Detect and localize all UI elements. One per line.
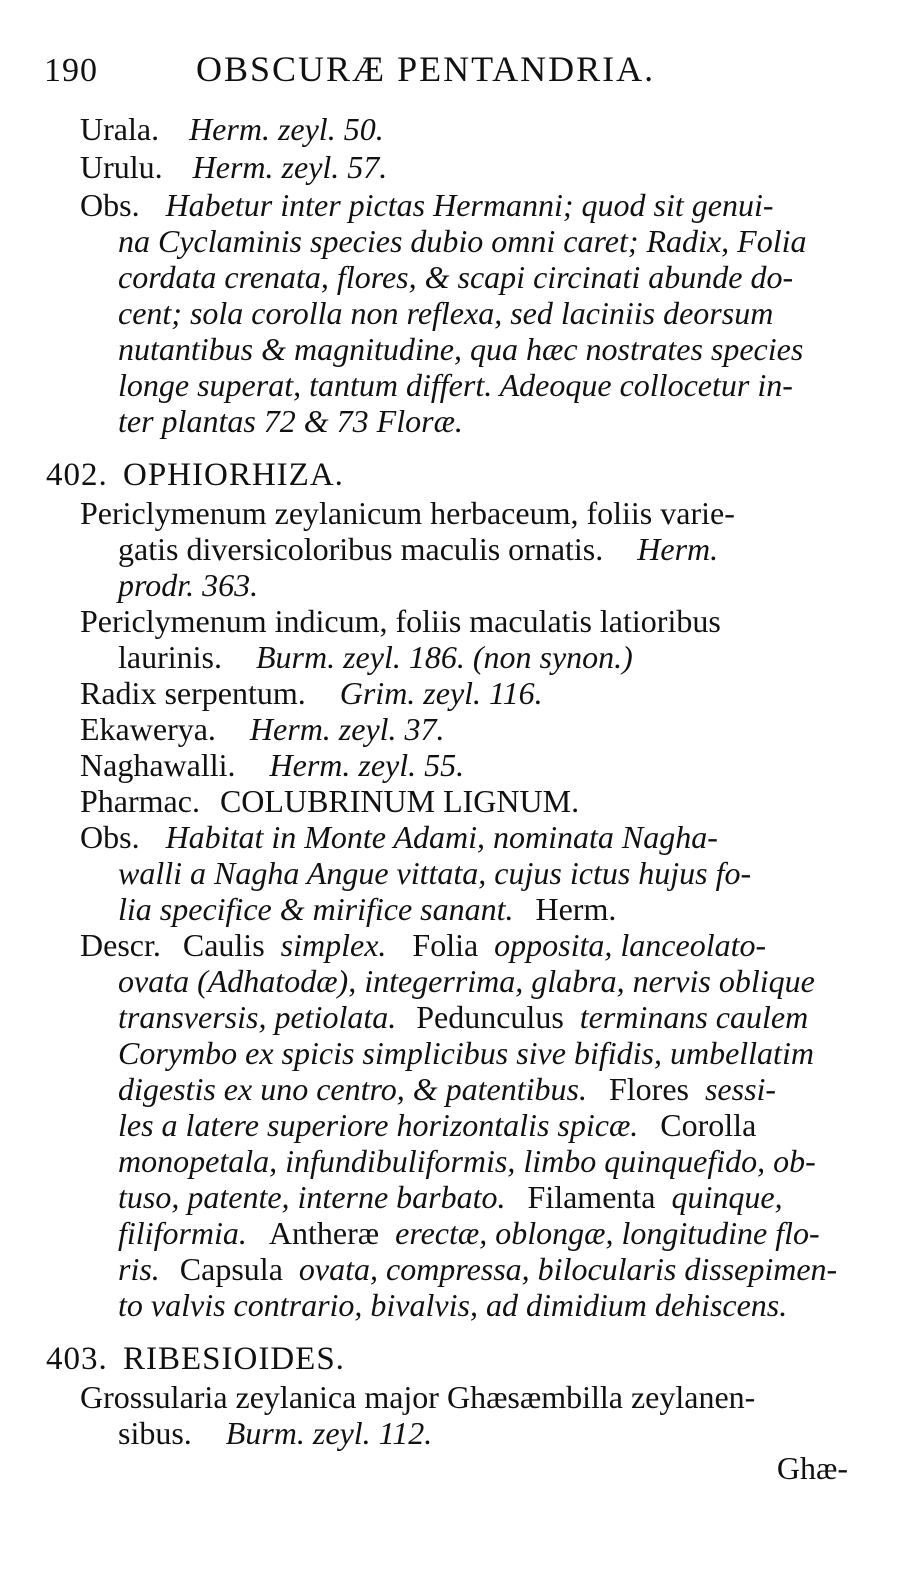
page-header xyxy=(44,48,744,92)
descr-text: Filamenta xyxy=(527,1179,656,1215)
synonym-line xyxy=(80,110,384,148)
synonym-name: Naghawalli. xyxy=(80,747,236,783)
descr-text: erectæ, oblongæ, longitudine flo- xyxy=(395,1215,820,1251)
synonym-reference: Herm. zeyl. 55. xyxy=(269,747,465,783)
obs-label: Obs. xyxy=(80,187,140,223)
synonym-text: Grossularia zeylanica major Ghæsæmbilla zeylanen- xyxy=(80,1379,756,1415)
entry-heading xyxy=(46,1340,345,1378)
descr-text: ovata, compressa, bilocularis dissepimen- xyxy=(298,1251,838,1287)
obs-text: Habetur inter pictas Hermanni; quod sit genui- xyxy=(165,187,774,223)
obs-text: ter plantas 72 & 73 Floræ. xyxy=(118,403,463,439)
description-line xyxy=(118,1178,783,1216)
descr-text: quinque, xyxy=(671,1179,783,1215)
descr-text: Flores xyxy=(608,1071,689,1107)
obs-text: na Cyclaminis species dubio omni caret; Radix, Folia xyxy=(118,223,807,259)
obs-line xyxy=(118,890,616,928)
description-line xyxy=(80,926,766,964)
descr-text: opposita, lanceolato- xyxy=(494,927,767,963)
obs-text: walli a Nagha Angue vittata, cujus ictus hujus fo- xyxy=(118,855,752,891)
descr-text: simplex. xyxy=(280,927,387,963)
pharmac-value: COLUBRINUM LIGNUM. xyxy=(219,783,580,819)
description-line xyxy=(118,1214,820,1252)
descr-text: to valvis contrario, bivalvis, ad dimidium dehiscens. xyxy=(118,1287,788,1323)
synonym-reference: Grim. zeyl. 116. xyxy=(339,675,543,711)
synonym-line xyxy=(80,746,464,784)
pharmacy-line xyxy=(80,782,579,820)
entry-number: 402. xyxy=(46,457,108,493)
descr-text: Corymbo ex spicis simplicibus sive bifidis, umbellatim xyxy=(118,1035,814,1071)
descr-text: filiformia. xyxy=(118,1215,247,1251)
descr-text: ovata (Adhatodæ), integerrima, glabra, nervis oblique xyxy=(118,963,815,999)
synonym-reference: Herm. zeyl. 50. xyxy=(189,111,384,147)
synonym-reference: Burm. zeyl. 112. xyxy=(225,1415,433,1451)
descr-text: tuso, patente, interne barbato. xyxy=(118,1179,506,1215)
observation-line xyxy=(80,186,774,224)
descr-text: Caulis xyxy=(182,927,265,963)
obs-text: cent; sola corolla non reflexa, sed laciniis deorsum xyxy=(118,295,774,331)
synonym-text: gatis diversicoloribus maculis ornatis. xyxy=(118,531,604,567)
obs-text: longe superat, tantum differt. Adeoque collocetur in- xyxy=(118,367,793,403)
synonym-text: Periclymenum indicum, foliis maculatis latioribus xyxy=(80,603,721,639)
descr-text: Corolla xyxy=(660,1107,757,1143)
descr-text: digestis ex uno centro, & patentibus. xyxy=(118,1071,587,1107)
obs-text: lia specifice & mirifice sanant. xyxy=(118,891,514,927)
synonym-text: sibus. xyxy=(118,1415,192,1451)
synonym-reference: prodr. 363. xyxy=(118,567,259,603)
description-line xyxy=(118,1106,756,1144)
descr-text: Capsula xyxy=(179,1251,283,1287)
descr-text: terminans caulem xyxy=(579,999,809,1035)
running-title: OBSCURÆ PENTANDRIA. xyxy=(196,49,656,89)
descr-text: sessi- xyxy=(704,1071,777,1107)
synonym-name: Urala. xyxy=(80,111,160,147)
descr-text: Antheræ xyxy=(268,1215,380,1251)
entry-heading xyxy=(46,456,344,494)
synonym-line xyxy=(118,1414,432,1452)
obs-author: Herm. xyxy=(535,891,617,927)
synonym-reference: Burm. zeyl. 186. (non synon.) xyxy=(255,639,633,675)
descr-text: Folia xyxy=(412,927,479,963)
descr-text: transversis, petiolata. xyxy=(118,999,397,1035)
synonym-reference: Herm. xyxy=(637,531,719,567)
observation-line xyxy=(80,818,718,856)
synonym-line xyxy=(80,710,445,748)
descr-text: les a latere superiore horizontalis spicæ. xyxy=(118,1107,639,1143)
descr-text: monopetala, infundibuliformis, limbo quinquefido, ob- xyxy=(118,1143,816,1179)
synonym-line xyxy=(80,148,387,186)
entry-title: RIBESIOIDES. xyxy=(123,1341,345,1377)
synonym-name: Urulu. xyxy=(80,149,163,185)
description-line xyxy=(118,998,808,1036)
obs-text: Habitat in Monte Adami, nominata Nagha- xyxy=(165,819,718,855)
descr-label: Descr. xyxy=(80,927,161,963)
synonym-name: Ekawerya. xyxy=(80,711,216,747)
obs-label: Obs. xyxy=(80,819,140,855)
synonym-text: laurinis. xyxy=(118,639,222,675)
obs-text: cordata crenata, flores, & scapi circinati abunde do- xyxy=(118,259,794,295)
description-line xyxy=(118,1070,776,1108)
catchword: Ghæ- xyxy=(776,1450,848,1486)
description-line xyxy=(118,1250,837,1288)
synonym-name: Radix serpentum. xyxy=(80,675,306,711)
synonym-line xyxy=(118,638,633,676)
descr-text: ris. xyxy=(118,1251,160,1287)
synonym-line xyxy=(80,674,543,712)
synonym-text: Periclymenum zeylanicum herbaceum, foliis varie- xyxy=(80,495,735,531)
synonym-reference: Herm. zeyl. 37. xyxy=(249,711,445,747)
pharmac-label: Pharmac. xyxy=(80,783,200,819)
descr-text: Pedunculus xyxy=(416,999,564,1035)
obs-text: nutantibus & magnitudine, qua hæc nostrates species xyxy=(118,331,804,367)
entry-title: OPHIORHIZA. xyxy=(123,457,344,493)
synonym-line xyxy=(118,530,718,568)
synonym-reference: Herm. zeyl. 57. xyxy=(192,149,388,185)
entry-number: 403. xyxy=(46,1341,108,1377)
page-number: 190 xyxy=(44,52,98,89)
